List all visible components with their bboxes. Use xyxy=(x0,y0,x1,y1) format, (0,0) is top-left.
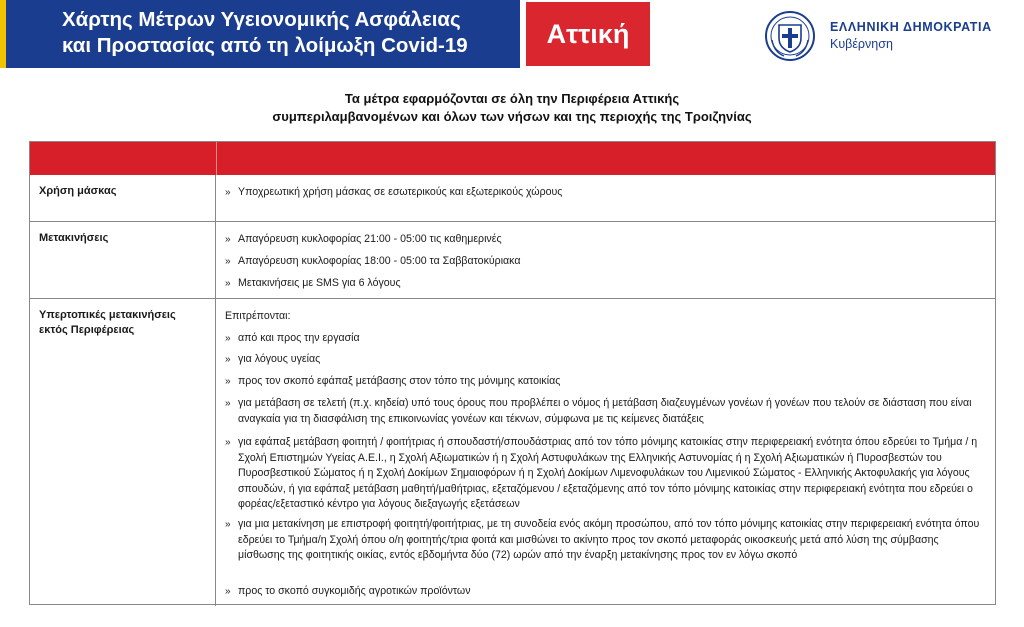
list-item-text: Απαγόρευση κυκλοφορίας 18:00 - 05:00 τα Σαββατοκύριακα xyxy=(238,255,521,267)
bullet-marker: » xyxy=(225,187,231,198)
list-item xyxy=(225,254,985,270)
list-item-text: Υποχρεωτική χρήση μάσκας σε εσωτερικούς και εξωτερικούς χώρους xyxy=(238,186,563,198)
list-item-text: για λόγους υγείας xyxy=(238,353,321,365)
bullet-marker: » xyxy=(225,376,231,387)
bullet-marker: » xyxy=(225,354,231,365)
table-header-bar xyxy=(30,142,995,175)
list-item xyxy=(225,232,985,248)
table-row-interregional xyxy=(30,299,995,606)
list-item-text: για μια μετακίνηση με επιστροφή φοιτητή/φοιτήτριας, με τη συνοδεία ενός ακόμη προσώπου, από τον τόπο μόνιμης κατοικίας στην περιφερειακή ενότητα όπου εδρεύει το Τμήμα/η Σχολή όπου ο/η φοιτητής/τρια φοιτά και μισθώνει το ακίνητο προς τον σκοπό μεταφοράς οικοσκευής μετά από λύση της σύμβασης μίσθωσης της φοιτητικής οικίας, εντός εβδομήντα δύο (72) ωρών από την έναρξη μετακίνησης προς τον εν λόγω σκοπό xyxy=(238,518,980,561)
list-item-text: για μετάβαση σε τελετή (π.χ. κηδεία) υπό τους όρους που προβλέπει ο νόμος ή μετάβαση διαζευγμένων γονέων ή γονέων που τελούν σε διάσταση που είναι αναγκαία για τη διασφάλιση της επικοινωνίας γονέων και τέκνων, σύμφωνα με τις κείμενες διατάξεις xyxy=(238,397,972,425)
bullet-marker: » xyxy=(225,278,231,289)
header-divider xyxy=(216,142,217,175)
region-badge xyxy=(526,2,650,66)
map-title-line1: Χάρτης Μέτρων Υγειονομικής Ασφάλειας xyxy=(62,8,461,31)
list-item xyxy=(225,276,985,292)
page-header xyxy=(0,0,1024,68)
measures-table xyxy=(29,141,996,605)
list-item-text: προς το σκοπό συγκομιδής αγροτικών προϊόντων xyxy=(238,585,471,597)
list-item xyxy=(225,185,985,201)
bullet-marker: » xyxy=(225,398,231,409)
list-item xyxy=(225,331,985,347)
bullet-marker: » xyxy=(225,519,231,530)
list-item xyxy=(225,584,985,600)
map-title-banner xyxy=(0,0,520,68)
list-item xyxy=(225,435,985,513)
row-label-movements: Μετακινήσεις xyxy=(30,222,216,298)
bullet-marker: » xyxy=(225,437,231,448)
list-item xyxy=(225,352,985,368)
scope-subtitle xyxy=(0,90,1024,126)
bullet-marker: » xyxy=(225,586,231,597)
list-item-text: Απαγόρευση κυκλοφορίας 21:00 - 05:00 τις καθημερινές xyxy=(238,233,502,245)
greek-coat-of-arms-icon xyxy=(764,10,816,62)
hellenic-republic-label: ΕΛΛΗΝΙΚΗ ΔΗΜΟΚΡΑΤΙΑ xyxy=(830,20,992,34)
list-item-text: Μετακινήσεις με SMS για 6 λόγους xyxy=(238,277,401,289)
table-row-movements xyxy=(30,222,995,299)
bullet-marker: » xyxy=(225,234,231,245)
row-label-line1: Υπερτοπικές μετακινήσεις xyxy=(39,309,176,321)
table-row-mask xyxy=(30,175,995,222)
bullet-marker: » xyxy=(225,333,231,344)
region-name: Αττική xyxy=(546,18,630,49)
allowed-intro: Επιτρέπονται: xyxy=(225,310,291,322)
row-label-interregional xyxy=(30,299,216,606)
list-item-text: για εφάπαξ μετάβαση φοιτητή / φοιτήτριας ή σπουδαστή/σπουδάστριας από τον τόπο μόνιμης κατοικίας στην περιφερειακή ενότητα όπου εδρεύει το Τμήμα / η Σχολή Επιστημών Υγείας Α.Ε.Ι., η Σχολή Αξιωματικών ή η Σχολή Αστυφυλάκων της Ελληνικής Αστυνομίας ή η Σχολή Αξιωματικών ή Πυροσβεστών του Πυροσβεστικού Σώματος ή η Σχολή Δοκίμων Σημαιοφόρων ή η Σχολή Δοκίμων Λιμενοφυλάκων του Λιμενικού Σώματος - Ελληνικής Ακτοφυλακής για λόγους σπουδών, ή για εφάπαξ μετάβαση μαθητή/μαθήτριας, εξεταζόμενου / εξεταζόμενης από τον τόπο μόνιμης κατοικίας στην περιφερειακή ενότητα που εδρεύει ο φορέας/εξεταστικό κέντρο για λόγους διεξαγωγής εξετάσεων xyxy=(238,436,978,510)
bullet-marker: » xyxy=(225,256,231,267)
row-label-mask: Χρήση μάσκας xyxy=(30,175,216,221)
row-label-line2: εκτός Περιφέρειας xyxy=(39,324,135,336)
list-item xyxy=(225,517,985,564)
list-item-text: προς τον σκοπό εφάπαξ μετάβασης στον τόπο της μόνιμης κατοικίας xyxy=(238,375,561,387)
list-item xyxy=(225,396,985,427)
government-label xyxy=(830,20,992,51)
scope-subtitle-line1: Τα μέτρα εφαρμόζονται σε όλη την Περιφέρεια Αττικής xyxy=(344,91,680,106)
scope-subtitle-line2: συμπεριλαμβανομένων και όλων των νήσων και της περιοχής της Τροιζηνίας xyxy=(272,109,752,124)
list-item-text: από και προς την εργασία xyxy=(238,332,360,344)
list-item xyxy=(225,374,985,390)
government-sublabel: Κυβέρνηση xyxy=(830,37,893,51)
map-title-line2: και Προστασίας από τη λοίμωξη Covid-19 xyxy=(62,34,468,57)
